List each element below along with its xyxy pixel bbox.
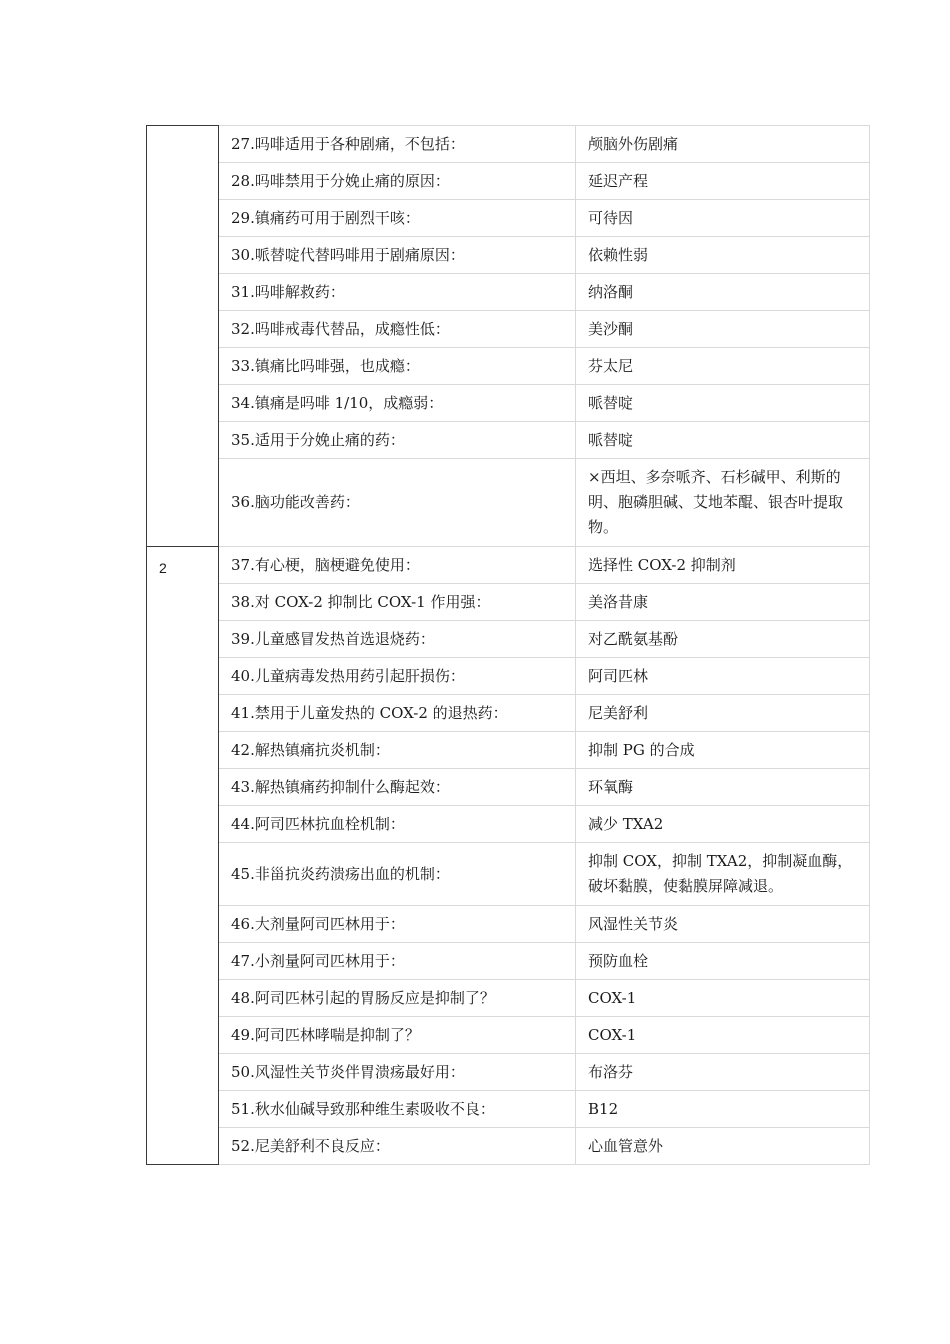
question-cell: 29.镇痛药可用于剧烈干咳： bbox=[219, 200, 576, 237]
answer-cell: 芬太尼 bbox=[576, 348, 870, 385]
table-row bbox=[147, 980, 870, 1017]
answer-cell: COX-1 bbox=[576, 1017, 870, 1054]
question-cell: 35.适用于分娩止痛的药： bbox=[219, 422, 576, 459]
table-row bbox=[147, 126, 870, 163]
answer-cell: 尼美舒利 bbox=[576, 695, 870, 732]
answer-cell: ×西坦、多奈哌齐、石杉碱甲、利斯的明、胞磷胆碱、艾地苯醌、银杏叶提取物。 bbox=[576, 459, 870, 547]
table-row bbox=[147, 348, 870, 385]
question-cell: 49.阿司匹林哮喘是抑制了？ bbox=[219, 1017, 576, 1054]
question-cell: 46.大剂量阿司匹林用于： bbox=[219, 906, 576, 943]
table-row bbox=[147, 422, 870, 459]
table-row bbox=[147, 459, 870, 547]
question-cell: 48.阿司匹林引起的胃肠反应是抑制了？ bbox=[219, 980, 576, 1017]
table-row bbox=[147, 274, 870, 311]
answer-cell: 依赖性弱 bbox=[576, 237, 870, 274]
table-row bbox=[147, 621, 870, 658]
table-row bbox=[147, 843, 870, 906]
answer-cell: 减少 TXA2 bbox=[576, 806, 870, 843]
question-cell: 32.吗啡戒毒代替品，成瘾性低： bbox=[219, 311, 576, 348]
table-row bbox=[147, 1054, 870, 1091]
answer-cell: 纳洛酮 bbox=[576, 274, 870, 311]
qa-table bbox=[146, 125, 870, 1165]
table-row bbox=[147, 200, 870, 237]
question-cell: 42.解热镇痛抗炎机制： bbox=[219, 732, 576, 769]
answer-cell: 预防血栓 bbox=[576, 943, 870, 980]
answer-cell: 哌替啶 bbox=[576, 422, 870, 459]
question-cell: 50.风湿性关节炎伴胃溃疡最好用： bbox=[219, 1054, 576, 1091]
question-cell: 37.有心梗，脑梗避免使用： bbox=[219, 547, 576, 584]
question-cell: 30.哌替啶代替吗啡用于剧痛原因： bbox=[219, 237, 576, 274]
table-row bbox=[147, 658, 870, 695]
table-row bbox=[147, 163, 870, 200]
question-cell: 31.吗啡解救药： bbox=[219, 274, 576, 311]
question-cell: 36.脑功能改善药： bbox=[219, 459, 576, 547]
table-row bbox=[147, 237, 870, 274]
answer-cell: B12 bbox=[576, 1091, 870, 1128]
table-row bbox=[147, 311, 870, 348]
answer-cell: 心血管意外 bbox=[576, 1128, 870, 1165]
table-row bbox=[147, 769, 870, 806]
question-cell: 39.儿童感冒发热首选退烧药： bbox=[219, 621, 576, 658]
answer-cell: 环氧酶 bbox=[576, 769, 870, 806]
question-cell: 40.儿童病毒发热用药引起肝损伤： bbox=[219, 658, 576, 695]
answer-cell: 美洛昔康 bbox=[576, 584, 870, 621]
question-cell: 41.禁用于儿童发热的 COX-2 的退热药： bbox=[219, 695, 576, 732]
question-cell: 28.吗啡禁用于分娩止痛的原因： bbox=[219, 163, 576, 200]
table-row bbox=[147, 732, 870, 769]
table-row bbox=[147, 1017, 870, 1054]
answer-cell: 美沙酮 bbox=[576, 311, 870, 348]
question-cell: 43.解热镇痛药抑制什么酶起效： bbox=[219, 769, 576, 806]
answer-cell: COX-1 bbox=[576, 980, 870, 1017]
table-row bbox=[147, 695, 870, 732]
table-row bbox=[147, 584, 870, 621]
group-number-cell bbox=[147, 126, 219, 547]
answer-cell: 哌替啶 bbox=[576, 385, 870, 422]
question-cell: 51.秋水仙碱导致那种维生素吸收不良： bbox=[219, 1091, 576, 1128]
table-row bbox=[147, 806, 870, 843]
answer-cell: 抑制 COX，抑制 TXA2，抑制凝血酶，破坏黏膜，使黏膜屏障减退。 bbox=[576, 843, 870, 906]
table-row bbox=[147, 385, 870, 422]
answer-cell: 延迟产程 bbox=[576, 163, 870, 200]
answer-cell: 抑制 PG 的合成 bbox=[576, 732, 870, 769]
answer-cell: 风湿性关节炎 bbox=[576, 906, 870, 943]
table-row bbox=[147, 943, 870, 980]
question-cell: 52.尼美舒利不良反应： bbox=[219, 1128, 576, 1165]
question-cell: 47.小剂量阿司匹林用于： bbox=[219, 943, 576, 980]
answer-cell: 阿司匹林 bbox=[576, 658, 870, 695]
question-cell: 27.吗啡适用于各种剧痛，不包括： bbox=[219, 126, 576, 163]
question-cell: 34.镇痛是吗啡 1/10，成瘾弱： bbox=[219, 385, 576, 422]
table-row bbox=[147, 547, 870, 584]
question-cell: 33.镇痛比吗啡强，也成瘾： bbox=[219, 348, 576, 385]
answer-cell: 选择性 COX-2 抑制剂 bbox=[576, 547, 870, 584]
table-row bbox=[147, 1091, 870, 1128]
table-row bbox=[147, 1128, 870, 1165]
answer-cell: 布洛芬 bbox=[576, 1054, 870, 1091]
table-row bbox=[147, 906, 870, 943]
answer-cell: 可待因 bbox=[576, 200, 870, 237]
answer-cell: 对乙酰氨基酚 bbox=[576, 621, 870, 658]
group-number-cell: 2 bbox=[147, 547, 219, 1165]
question-cell: 45.非甾抗炎药溃疡出血的机制： bbox=[219, 843, 576, 906]
question-cell: 38.对 COX-2 抑制比 COX-1 作用强： bbox=[219, 584, 576, 621]
answer-cell: 颅脑外伤剧痛 bbox=[576, 126, 870, 163]
question-cell: 44.阿司匹林抗血栓机制： bbox=[219, 806, 576, 843]
